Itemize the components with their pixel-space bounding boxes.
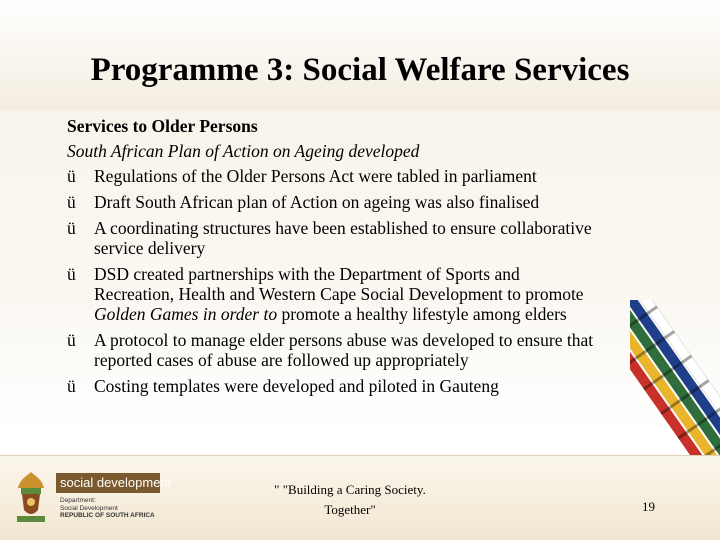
italic-phrase: Golden Games in order to bbox=[94, 304, 278, 324]
bullet-line: A protocol to manage elder persons abuse was developed to ensure that bbox=[94, 330, 594, 350]
slide-title: Programme 3: Social Welfare Services bbox=[90, 52, 630, 88]
bullet-line-rest: promote a healthy lifestyle among elders bbox=[277, 304, 567, 324]
slogan-line: " "Building a Caring Society. bbox=[274, 482, 426, 497]
bullet-line: DSD created partnerships with the Department of Sports and bbox=[94, 264, 520, 284]
bullet-line: Recreation, Health and Western Cape Social Development to promote bbox=[94, 284, 584, 304]
beadwork-decoration bbox=[630, 300, 720, 480]
section-subheading: South African Plan of Action on Ageing developed bbox=[67, 141, 420, 161]
bullet-item bbox=[67, 166, 677, 186]
bullet-line: Costing templates were developed and piloted in Gauteng bbox=[94, 376, 499, 396]
logo-subtitle bbox=[60, 497, 170, 520]
checkmark-icon: ü bbox=[67, 264, 76, 284]
bullet-item bbox=[67, 330, 677, 370]
bullet-line: reported cases of abuse are followed up appropriately bbox=[94, 350, 469, 370]
logo-dept: Department: bbox=[60, 497, 96, 504]
bullet-line: Regulations of the Older Persons Act were tabled in parliament bbox=[94, 166, 537, 186]
checkmark-icon: ü bbox=[67, 218, 76, 238]
slogan-line: Together" bbox=[324, 502, 376, 517]
checkmark-icon: ü bbox=[67, 166, 76, 186]
bullet-line: A coordinating structures have been established to ensure collaborative bbox=[94, 218, 592, 238]
bullet-item bbox=[67, 192, 677, 212]
bullet-item bbox=[67, 218, 677, 258]
checkmark-icon: ü bbox=[67, 192, 76, 212]
bullet-item bbox=[67, 376, 677, 396]
bullet-line: Draft South African plan of Action on ageing was also finalised bbox=[94, 192, 540, 212]
logo-brand: social development bbox=[56, 473, 160, 493]
page-number: 19 bbox=[642, 499, 655, 514]
logo-dept-name: Social Development bbox=[60, 504, 118, 512]
bullet-item bbox=[67, 264, 677, 324]
checkmark-icon: ü bbox=[67, 330, 76, 350]
logo-country: REPUBLIC OF SOUTH AFRICA bbox=[60, 512, 155, 519]
bullet-line bbox=[94, 304, 677, 324]
footer-slogan bbox=[250, 480, 450, 520]
checkmark-icon: ü bbox=[67, 376, 76, 396]
section-heading: Services to Older Persons bbox=[67, 116, 258, 136]
coat-of-arms-icon bbox=[14, 470, 48, 526]
slide-content bbox=[67, 116, 677, 402]
bullet-line: service delivery bbox=[94, 238, 206, 258]
